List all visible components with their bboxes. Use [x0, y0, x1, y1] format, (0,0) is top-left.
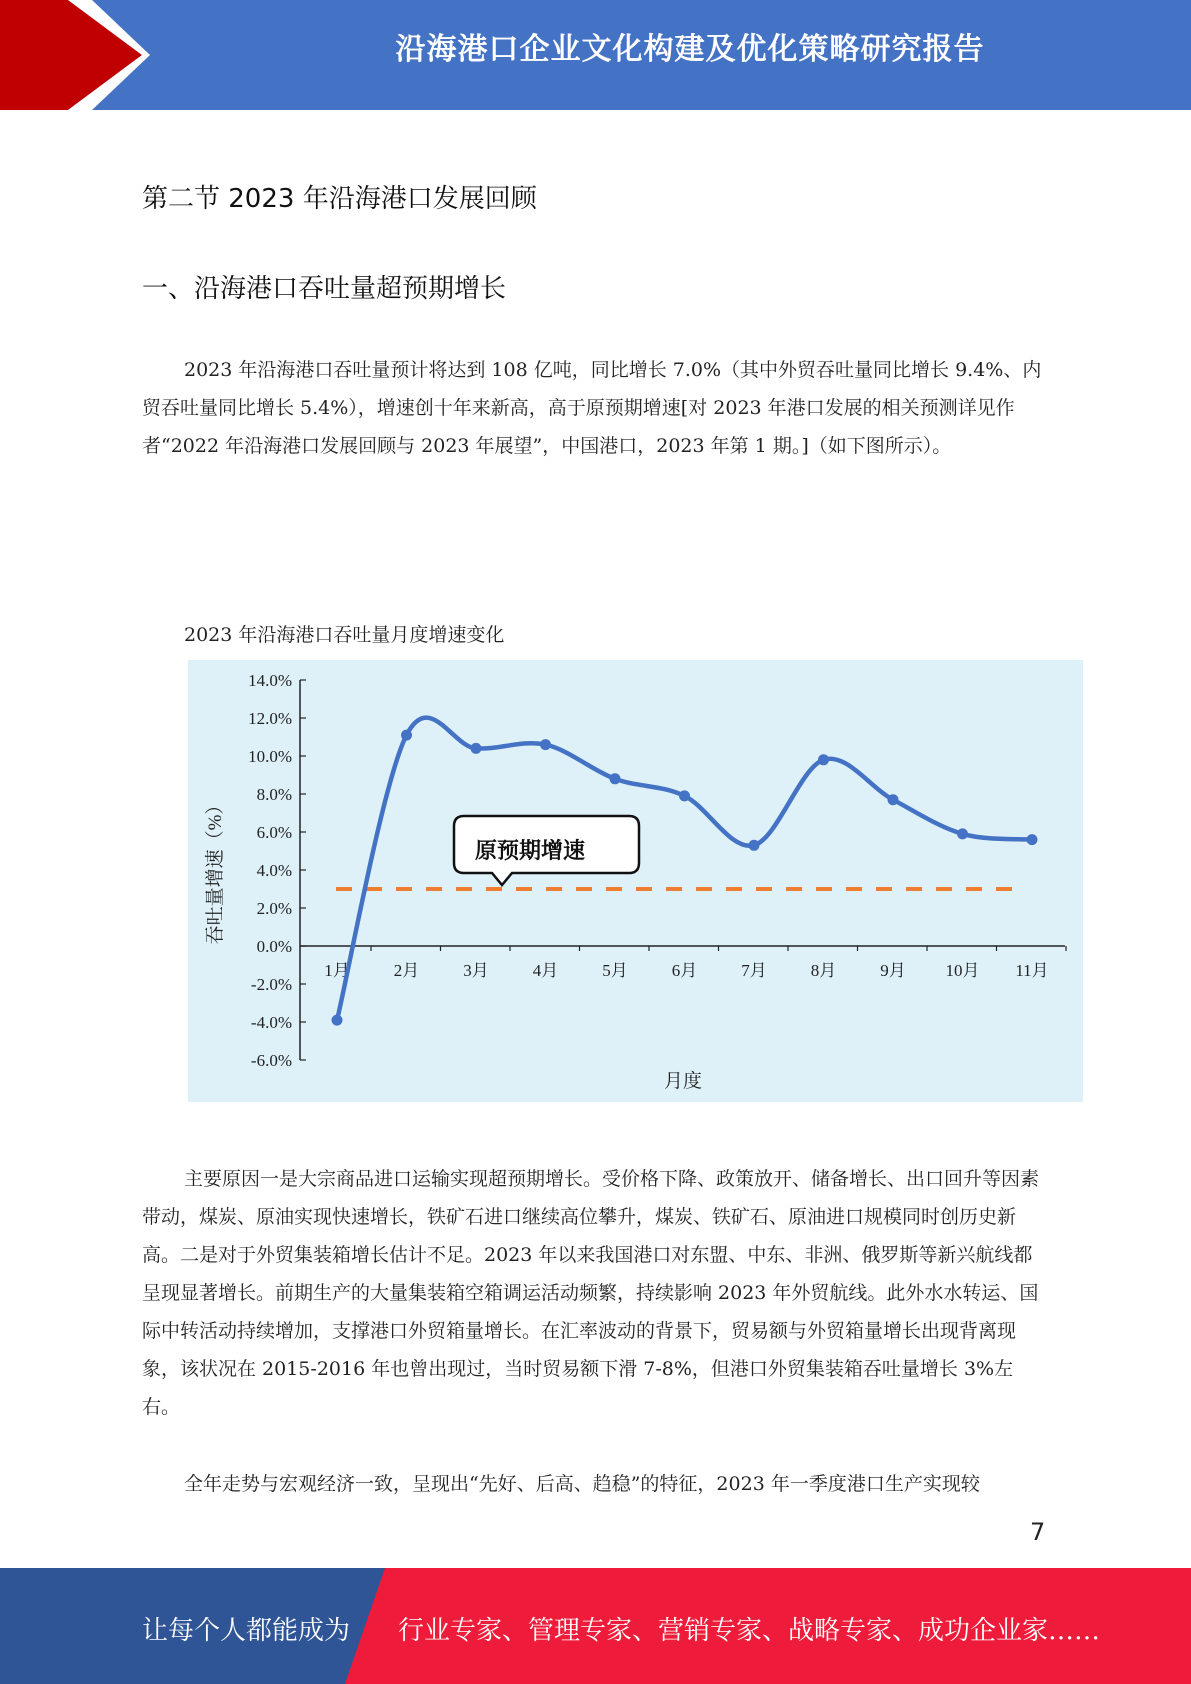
x-tick-label: 11月 — [1015, 961, 1049, 980]
data-point-4月 — [540, 739, 551, 750]
data-point-2月 — [401, 730, 412, 741]
subsection-title: 一、沿海港口吞吐量超预期增长 — [142, 274, 507, 304]
y-tick-label: 6.0% — [256, 823, 292, 842]
y-tick-label: 8.0% — [256, 785, 292, 804]
paragraph-intro: 2023 年沿海港口吞吐量预计将达到 108 亿吨，同比增长 7.0%（其中外贸吞吐量同比增长 9.4%、内贸吞吐量同比增长 5.4%），增速创十年来新高，高于原预期增速[对 2023 年港口发展的相关预测详见作者“2022 年沿海港口发展回顾与 2023 年展望”，中国港口，2023 年第 1 期。]（如下图所示）。 — [142, 359, 1042, 457]
page-number: 7 — [1030, 1518, 1046, 1546]
y-tick-label: 0.0% — [256, 937, 292, 956]
page-footer — [0, 1568, 1191, 1684]
x-tick-label: 10月 — [945, 961, 980, 980]
y-tick-label: -4.0% — [250, 1013, 292, 1032]
y-tick-label: -6.0% — [250, 1051, 292, 1070]
paragraph-reasons: 主要原因一是大宗商品进口运输实现超预期增长。受价格下降、政策放开、储备增长、出口回升等因素带动，煤炭、原油实现快速增长，铁矿石进口继续高位攀升，煤炭、铁矿石、原油进口规模同时创历史新高。二是对于外贸集装箱增长估计不足。2023 年以来我国港口对东盟、中东、非洲、俄罗斯等新兴航线都呈现显著增长。前期生产的大量集装箱空箱调运活动频繁，持续影响 2023 年外贸航线。此外水水转运、国际中转活动持续增加，支撑港口外贸箱量增长。在汇率波动的背景下，贸易额与外贸箱量增长出现背离现象，该状况在 2015-2016 年也曾出现过，当时贸易额下滑 7-8%，但港口外贸集装箱吞吐量增长 3%左右。 — [142, 1168, 1040, 1418]
x-tick-label: 4月 — [532, 961, 559, 980]
line-chart-svg — [188, 660, 1083, 1102]
y-axis-title: 吞吐量增速（%） — [205, 795, 226, 945]
y-tick-label: -2.0% — [250, 975, 292, 994]
y-tick-label: 4.0% — [256, 861, 292, 880]
data-point-6月 — [679, 790, 690, 801]
annotation-label: 原预期增速 — [475, 839, 586, 864]
line-chart — [188, 660, 1083, 1102]
footer-slogan-right: 行业专家、管理专家、营销专家、战略专家、成功企业家…… — [398, 1616, 1101, 1646]
x-tick-label: 3月 — [463, 961, 489, 980]
data-point-1月 — [332, 1015, 343, 1026]
x-tick-label: 9月 — [880, 961, 906, 980]
document-title: 沿海港口企业文化构建及优化策略研究报告 — [395, 32, 985, 67]
footer-slogan-left: 让每个人都能成为 — [142, 1616, 351, 1646]
paragraph-trend: 全年走势与宏观经济一致，呈现出“先好、后高、趋稳”的特征，2023 年一季度港口生产实现较 — [184, 1473, 980, 1495]
x-tick-label: 2月 — [393, 961, 420, 980]
y-tick-label: 12.0% — [248, 709, 292, 728]
y-tick-label: 10.0% — [248, 747, 292, 766]
data-point-11月 — [1027, 834, 1038, 845]
y-tick-label: 2.0% — [256, 899, 292, 918]
data-point-10月 — [957, 828, 968, 839]
data-point-5月 — [610, 773, 621, 784]
x-tick-label: 8月 — [810, 961, 837, 980]
section-title: 第二节 2023 年沿海港口发展回顾 — [142, 184, 537, 214]
data-point-9月 — [888, 794, 899, 805]
x-tick-label: 6月 — [671, 961, 698, 980]
chart-caption: 2023 年沿海港口吞吐量月度增速变化 — [184, 624, 505, 646]
x-tick-label: 7月 — [741, 961, 767, 980]
y-tick-label: 14.0% — [248, 671, 292, 690]
x-tick-label: 5月 — [602, 961, 628, 980]
data-point-7月 — [749, 840, 760, 851]
x-tick-label: 1月 — [324, 961, 350, 980]
data-point-3月 — [471, 743, 482, 754]
page-header — [0, 0, 1191, 110]
data-point-8月 — [818, 754, 829, 765]
x-axis-title: 月度 — [663, 1071, 703, 1092]
